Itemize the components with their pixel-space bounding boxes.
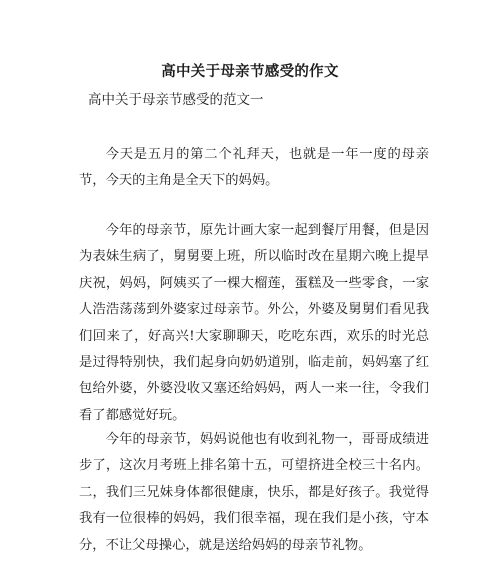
document-title: 高中关于母亲节感受的作文 [161, 63, 339, 80]
paragraph-1: 今天是五月的第二个礼拜天，也就是一年一度的母亲节，今天的主角是全天下的妈妈。 [79, 147, 429, 189]
paragraph-2: 今年的母亲节，原先计画大家一起到餐厅用餐，但是因为表妹生病了，舅舅要上班，所以临时改在星期六晚上提早庆祝，妈妈，阿姨买了一棵大榴莲，蛋糕及一些零食，一家人浩浩荡荡到外婆家过母亲节。外公，外婆及舅舅们看见我们回来了，好高兴!大家聊聊天，吃吃东西，欢乐的时光总是过得特别快，我们起身向奶奶道别，临走前，妈妈塞了红包给外婆，外婆没收又塞还给妈妈，两人一来一往，令我们看了都感觉好玩。 [79, 223, 429, 423]
document-subtitle: 高中关于母亲节感受的范文一 [88, 92, 264, 108]
paragraph-3: 今年的母亲节，妈妈说他也有收到礼物一，哥哥成绩进步了，这次月考班上排名第十五，可望挤进全校三十名内。二，我们三兄妹身体都很健康，快乐，都是好孩子。我觉得我有一位很棒的妈妈，我们很幸福，现在我们是小孩，守本分，不让父母操心，就是送给妈妈的母亲节礼物。 [79, 432, 429, 553]
